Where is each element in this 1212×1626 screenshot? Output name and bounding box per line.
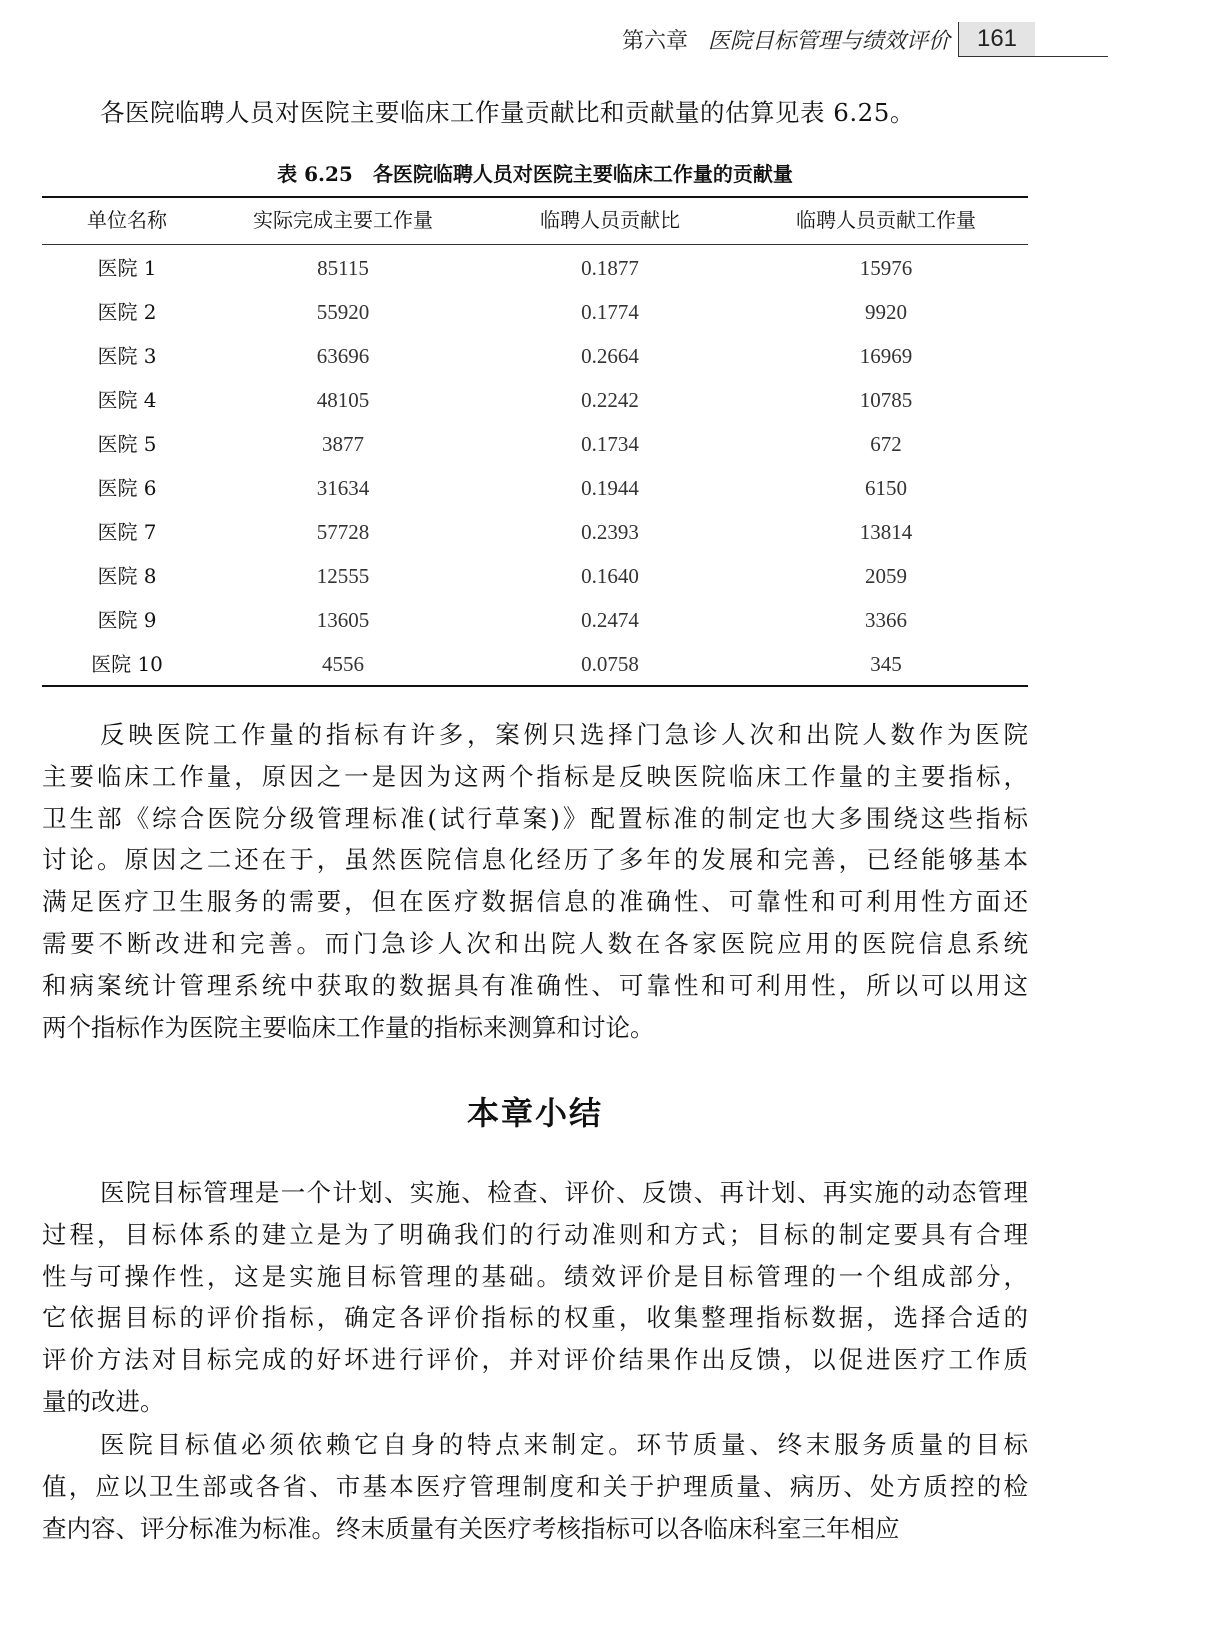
table-header-cell: 临聘人员贡献工作量 (796, 208, 976, 232)
table-cell: 医院 1 (97, 256, 157, 280)
text-line: 性与可操作性，这是实施目标管理的基础。绩效评价是目标管理的一个组成部分， (42, 1261, 1028, 1291)
table-cell: 15976 (859, 256, 913, 280)
table-cell: 48105 (316, 388, 370, 412)
table-cell: 345 (870, 652, 902, 676)
table-header-cell: 单位名称 (87, 208, 167, 232)
table-cell: 3877 (322, 432, 364, 456)
text-line: 过程，目标体系的建立是为了明确我们的行动准则和方式；目标的制定要具有合理 (42, 1219, 1028, 1249)
table-cell: 12555 (316, 564, 370, 588)
table-cell: 医院 2 (97, 300, 157, 324)
table-cell: 医院 10 (91, 652, 163, 676)
text-line: 两个指标作为医院主要临床工作量的指标来测算和讨论。 (42, 1012, 655, 1042)
text-line: 它依据目标的评价指标，确定各评价指标的权重，收集整理指标数据，选择合适的 (42, 1303, 1028, 1333)
header-rule (958, 56, 1108, 57)
text-line: 主要临床工作量，原因之一是因为这两个指标是反映医院临床工作量的主要指标， (42, 761, 1028, 791)
table-cell: 0.1774 (581, 300, 639, 324)
table-cell: 医院 3 (97, 344, 157, 368)
text-line: 和病案统计管理系统中获取的数据具有准确性、可靠性和可利用性，所以可以用这 (42, 970, 1028, 1000)
text-line: 满足医疗卫生服务的需要，但在医疗数据信息的准确性、可靠性和可利用性方面还 (42, 887, 1028, 917)
table-cell: 医院 6 (97, 476, 157, 500)
table-cell: 0.2664 (581, 344, 639, 368)
text-line: 量的改进。 (42, 1387, 165, 1416)
chapter-label: 第六章 (621, 29, 688, 54)
table-cell: 55920 (316, 300, 370, 324)
table-cell: 医院 8 (97, 564, 157, 588)
table-cell: 0.1734 (581, 432, 639, 456)
table-cell: 医院 7 (97, 520, 157, 544)
table-cell: 0.2474 (581, 608, 639, 632)
text-line: 需要不断改进和完善。而门急诊人次和出院人数在各家医院应用的医院信息系统 (42, 929, 1028, 958)
table-cell: 0.0758 (581, 652, 639, 676)
table-cell: 医院 4 (97, 388, 157, 412)
intro-line: 各医院临聘人员对医院主要临床工作量贡献比和贡献量的估算见表 6.25。 (100, 98, 915, 127)
table-header-cell: 临聘人员贡献比 (540, 208, 680, 232)
table-cell: 医院 9 (97, 608, 157, 632)
table-cell: 0.1640 (581, 564, 639, 588)
text-line: 讨论。原因之二还在于，虽然医院信息化经历了多年的发展和完善，已经能够基本 (42, 845, 1028, 875)
table-cell: 9920 (865, 300, 907, 324)
table-cell: 63696 (316, 344, 370, 368)
table-cell: 6150 (865, 476, 907, 500)
table-cell: 医院 5 (97, 432, 157, 456)
table-cell: 31634 (316, 476, 370, 500)
chapter-title: 医院目标管理与绩效评价 (707, 29, 950, 54)
table-bottom-rule (42, 685, 1028, 687)
table-header-rule (42, 244, 1028, 245)
table-cell: 13605 (316, 608, 370, 632)
table-cell: 0.2242 (581, 388, 639, 412)
table-cell: 4556 (322, 652, 364, 676)
text-line: 反映医院工作量的指标有许多，案例只选择门急诊人次和出院人数作为医院 (100, 720, 1028, 749)
table-header-cell: 实际完成主要工作量 (253, 208, 433, 232)
text-line: 查内容、评分标准为标准。终末质量有关医疗考核指标可以各临床科室三年相应 (42, 1513, 900, 1543)
page-number: 161 (958, 22, 1035, 56)
text-line: 卫生部《综合医院分级管理标准(试行草案)》配置标准的制定也大多围绕这些指标 (42, 803, 1028, 833)
table-caption: 表 6.25 各医院临聘人员对医院主要临床工作量的贡献量 (277, 162, 793, 186)
table-cell: 0.2393 (581, 520, 639, 544)
table-cell: 57728 (316, 520, 370, 544)
table-cell: 13814 (859, 520, 913, 544)
table-cell: 16969 (859, 344, 913, 368)
table-cell: 85115 (317, 256, 369, 280)
table-cell: 0.1877 (581, 256, 639, 280)
text-line: 值，应以卫生部或各省、市基本医疗管理制度和关于护理质量、病历、处方质控的检 (42, 1471, 1028, 1501)
table-cell: 672 (870, 432, 902, 456)
section-heading: 本章小结 (466, 1094, 603, 1132)
text-line: 医院目标值必须依赖它自身的特点来制定。环节质量、终末服务质量的目标 (100, 1430, 1028, 1459)
table-cell: 3366 (865, 608, 907, 632)
table-cell: 0.1944 (581, 476, 639, 500)
table-cell: 10785 (859, 388, 913, 412)
text-line: 评价方法对目标完成的好坏进行评价，并对评价结果作出反馈，以促进医疗工作质 (42, 1345, 1028, 1375)
running-head (560, 24, 950, 55)
text-line: 医院目标管理是一个计划、实施、检查、评价、反馈、再计划、再实施的动态管理 (100, 1178, 1028, 1207)
table-cell: 2059 (865, 564, 907, 588)
